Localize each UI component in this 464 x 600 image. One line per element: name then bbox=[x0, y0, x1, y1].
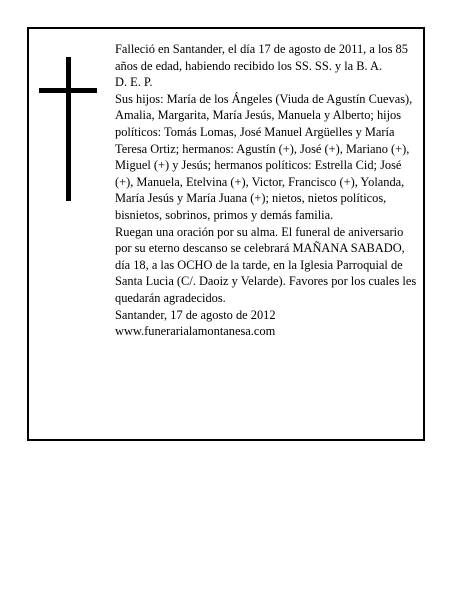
family-list: Sus hijos: María de los Ángeles (Viuda de Agustín Cuevas), Amalia, Margarita, María Jesús, Manuela y Alberto; hijos políticos: Tomás Lomas, José Manuel Argüelles y María Teresa Ortiz; hermanos: Agustín (+), José (+), Mariano (+), Miguel (+) y Jesús; hermanos políticos: Estrella Cid; José (+), Manuela, Etelvina (+), Victor, Francisco (+), Yolanda, María Jesús y María Juana (+); nietos, nietos políticos, bisnietos, sobrinos, primos y demás familia. bbox=[115, 91, 413, 222]
obituary-text bbox=[115, 41, 421, 340]
obituary-notice bbox=[27, 27, 425, 441]
rest-in-peace: D. E. P. bbox=[115, 75, 153, 90]
funeral-home-website: www.funerarialamontanesa.com bbox=[115, 324, 276, 339]
cross-horizontal-bar bbox=[39, 88, 97, 93]
place-date: Santander, 17 de agosto de 2012 bbox=[115, 307, 276, 322]
latin-cross-icon bbox=[39, 57, 97, 201]
funeral-details: Ruegan una oración por su alma. El funeral de aniversario por su eterno descanso se celebrará MAÑANA SABADO, día 18, a las OCHO de la tarde, en la Iglesia Parroquial de Santa Lucia (C/. Daoiz y Velarde). Favores por los cuales les quedarán agradecidos. bbox=[115, 224, 417, 305]
cross-vertical-bar bbox=[66, 57, 71, 201]
death-announcement: Falleció en Santander, el día 17 de agosto de 2011, a los 85 años de edad, habiendo recibido los SS. SS. y la B. A. bbox=[115, 42, 408, 73]
